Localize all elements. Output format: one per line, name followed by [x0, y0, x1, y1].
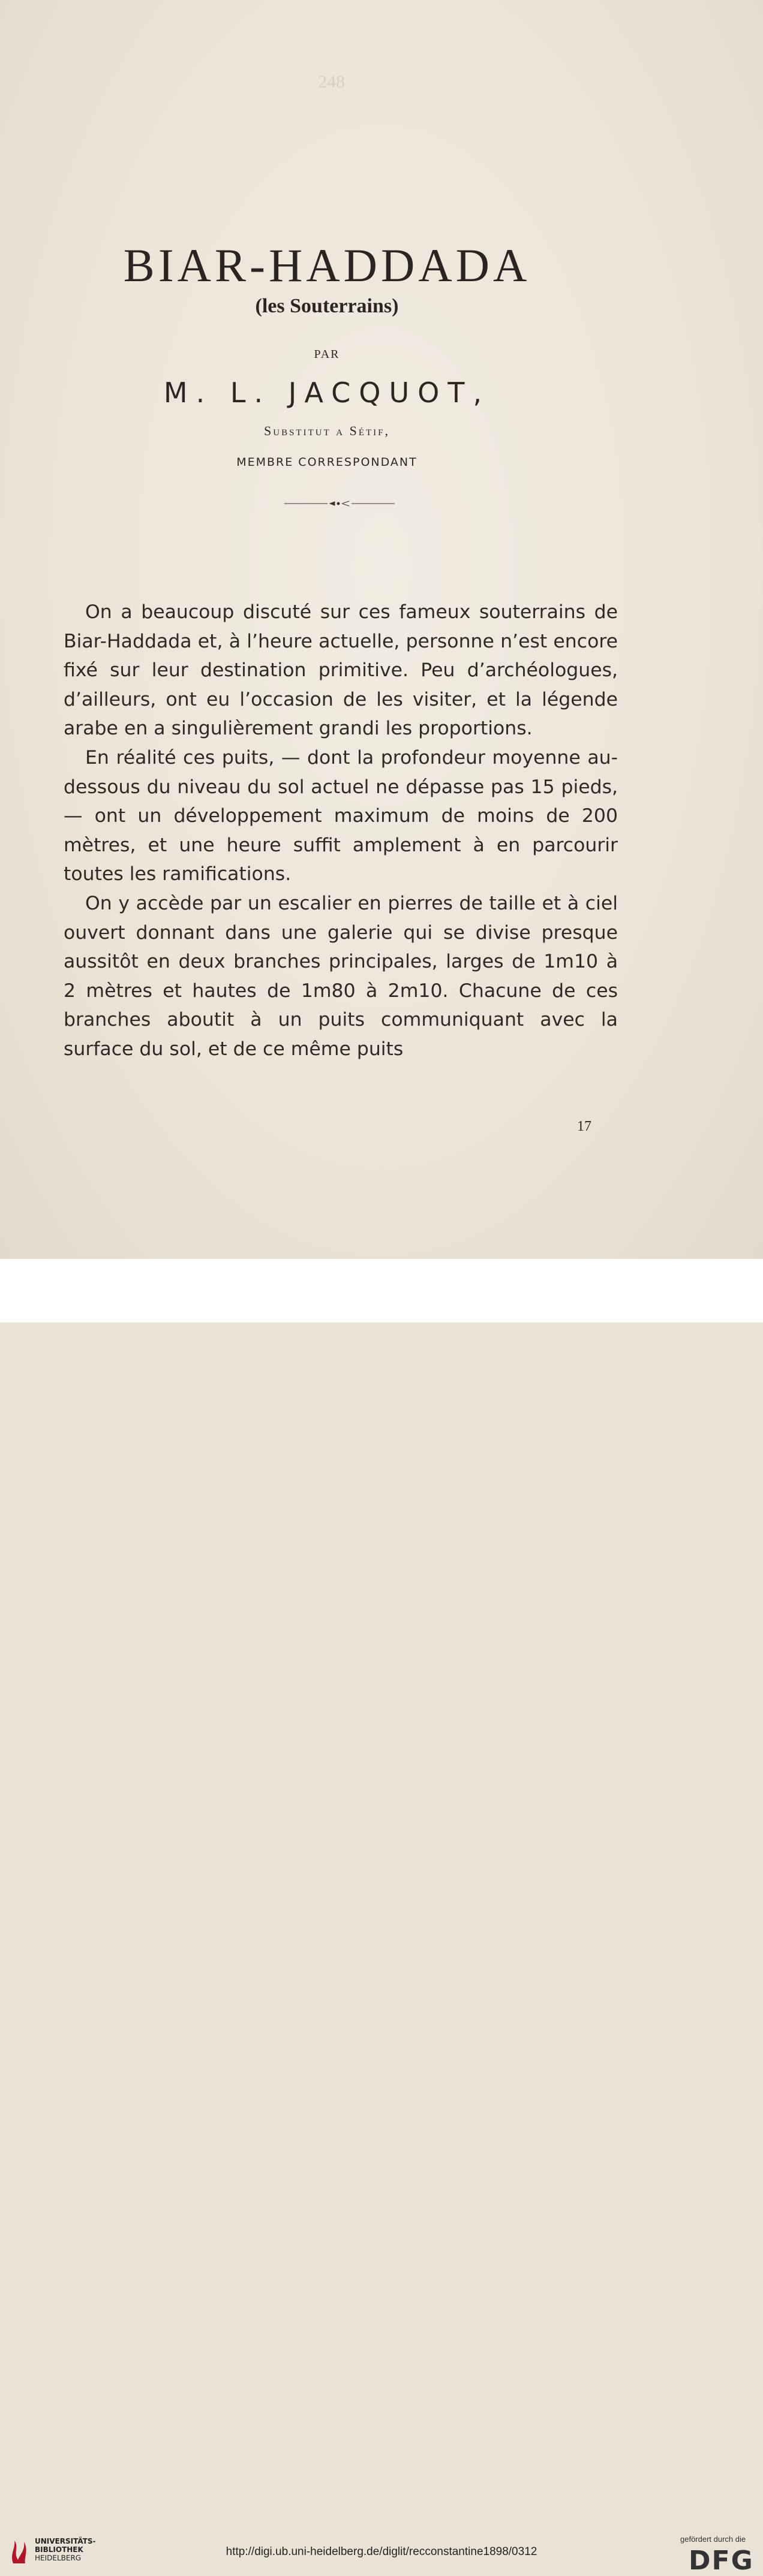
- page-number: 17: [577, 1119, 591, 1134]
- ornamental-divider: [284, 500, 395, 507]
- article-title: BIAR-HADDADA: [123, 239, 531, 291]
- author-role: Substitut a Sétif,: [264, 423, 390, 438]
- paragraph-3: On y accède par un escalier en pierres de taille et à ciel ouvert donnant dans une galerie qui se divise presque aussitôt en deux branches principales, larges de 1m10 à 2 mètres et hautes de 1m80 à 2m10. Chacune de ces branches aboutit à un puits communiquant avec la surface du sol, et de ce même puits: [64, 892, 618, 1060]
- byline-par: PAR: [314, 348, 340, 361]
- article-subtitle: (les Souterrains): [255, 295, 399, 317]
- author-name: M. L. JACQUOT,: [163, 376, 491, 409]
- university-library-name: UNIVERSITÄTS- BIBLIOTHEK HEIDELBERG: [35, 2537, 96, 2562]
- dfg-logo-icon: DFG: [689, 2545, 754, 2576]
- funder-label: gefördert durch die: [680, 2535, 746, 2544]
- digitization-footer: [0, 1259, 763, 2576]
- article-body: [64, 598, 618, 1064]
- scanned-page: [0, 0, 763, 1259]
- paragraph-2: En réalité ces puits, — dont la profondeur moyenne au-dessous du niveau du sol actuel ne dépasse pas 15 pieds, — ont un développement maximum de moins de 200 mètres, et une heure suffit amplement à en parcourir toutes les ramifications.: [64, 746, 618, 885]
- source-url-link[interactable]: http://digi.ub.uni-heidelberg.de/diglit/recconstantine1898/0312: [226, 2545, 537, 2558]
- running-head-bleedthrough: 248: [318, 72, 345, 92]
- paragraph-1: On a beaucoup discuté sur ces fameux souterrains de Biar-Haddada et, à l’heure actuelle, personne n’est encore fixé sur leur destination primitive. Peu d’archéologues, d’ailleurs, ont eu l’occasion de les visiter, et la légende arabe en a singulièrement grandi les proportions.: [64, 601, 618, 740]
- author-membership: MEMBRE CORRESPONDANT: [236, 456, 417, 469]
